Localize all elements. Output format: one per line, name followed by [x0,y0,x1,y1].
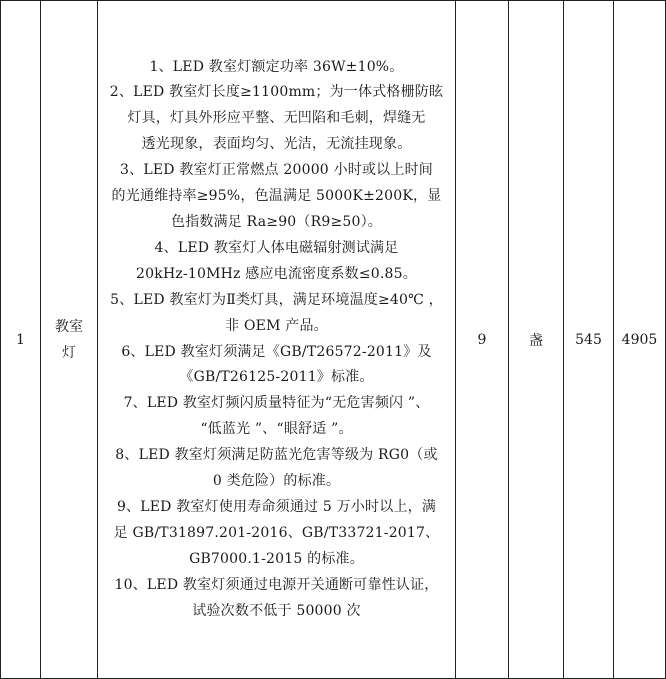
requirement-line: 足 GB/T31897.201-2016、GB/T33721-2017、 [113,524,440,541]
unit-price: 545 [575,331,602,348]
requirement-line: 9、LED 教室灯使用寿命须通过 5 万小时以上，满 [116,498,437,515]
requirement-line: GB7000.1-2015 的标准。 [189,550,364,567]
unit-price-cell [564,1,614,679]
unit: 盏 [529,332,543,349]
requirement-line: 5、LED 教室灯为Ⅱ类灯具，满足环境温度≥40℃ ， [110,291,443,308]
row-index-cell [1,1,41,679]
quantity-cell [456,1,509,679]
requirement-line: 4、LED 教室灯人体电磁辐射测试满足 [154,239,399,256]
requirement-line: 的光通维持率≥95%，色温满足 5000K±200K，显 [111,188,442,205]
requirement-line: 7、LED 教室灯频闪质量特征为“无危害频闪 ”、 [123,395,430,412]
total-cell [614,1,666,679]
unit-cell [509,1,564,679]
table-row [1,1,666,679]
requirement-line: 1、LED 教室灯额定功率 36W±10%。 [149,58,404,75]
requirement-line: 10、LED 教室灯须通过电源开关通断可靠性认证， [114,576,439,593]
requirement-line: 0 类危险）的标准。 [212,473,341,490]
item-name-line: 灯 [62,344,76,361]
requirement-line: 灯具，灯具外形应平整、无凹陷和毛刺，焊缝无 [127,110,426,127]
requirement-line: 6、LED 教室灯须满足《GB/T26572-2011》及 [121,343,432,360]
requirement-line: 透光现象，表面均匀、光洁，无流挂现象。 [141,136,412,153]
requirement-line: “低蓝光 ”、“眼舒适 ”。 [200,421,353,438]
requirement-line: 20kHz-10MHz 感应电流密度系数≤0.85。 [136,265,417,282]
requirement-line: 《GB/T26125-2011》标准。 [179,369,374,386]
requirement-line: 2、LED 教室灯长度≥1100mm；为一体式格栅防眩 [109,84,444,101]
total-price: 4905 [621,331,658,348]
quantity: 9 [477,331,487,348]
requirements-cell [98,1,456,679]
requirement-line: 非 OEM 产品。 [225,317,328,334]
requirement-line: 8、LED 教室灯须满足防蓝光危害等级为 RG0（或 [115,447,438,464]
requirement-line: 色指数满足 Ra≥90（R9≥50）。 [171,213,382,230]
requirement-line: 3、LED 教室灯正常燃点 20000 小时或以上时间 [120,162,433,179]
requirement-line: 试验次数不低于 50000 次 [192,602,361,619]
row-index: 1 [16,331,25,348]
item-name-cell [41,1,98,679]
item-name-line: 教室 [55,318,83,335]
